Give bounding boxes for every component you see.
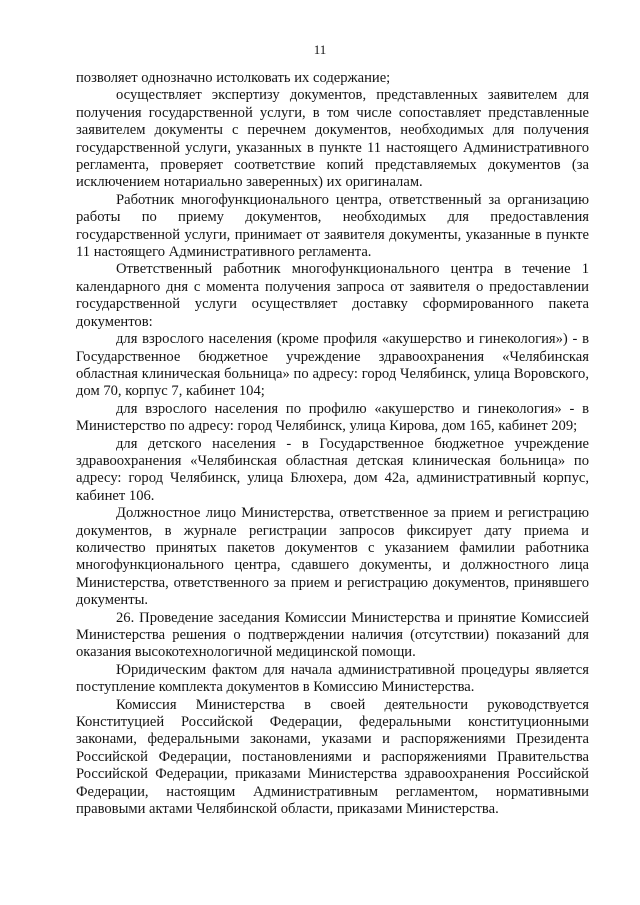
- paragraph-ministry-registration: Должностное лицо Министерства, ответственное за прием и регистрацию документов, в журнале регистрации запросов фиксирует дату приема и количество принятых пакетов документов с указанием фамилии работника многофункционального центра, сдавшего документы, и должностного лица Министерства, ответственного за прием и регистрацию документов, принявшего документы.: [76, 505, 589, 609]
- paragraph-adult-population: для взрослого населения (кроме профиля «акушерство и гинекология») - в Государственное бюджетное учреждение здравоохранения «Челябинская областная клиническая больница» по адресу: город Челябинск, улица Воровского, дом 70, корпус 7, кабинет 104;: [76, 331, 589, 400]
- page-number: 11: [313, 42, 327, 57]
- paragraph-legal-fact: Юридическим фактом для начала административной процедуры является поступление комплекта документов в Комиссию Министерства.: [76, 661, 589, 696]
- paragraph-child-population: для детского населения - в Государственное бюджетное учреждение здравоохранения «Челябинская областная детская клиническая больница» по адресу: город Челябинск, улица Блюхера, дом 42а, административный корпус, кабинет 106.: [76, 435, 589, 504]
- paragraph-section-26: 26. Проведение заседания Комиссии Министерства и принятие Комиссией Министерства решения о подтверждении наличия (отсутствии) показаний для оказания высокотехнологичной медицинской помощи.: [76, 609, 589, 661]
- paragraph-document-expertise: осуществляет экспертизу документов, представленных заявителем для получения государственной услуги, в том числе сопоставляет представленные заявителем документы с перечнем документов, необходимых для получения государственной услуги, указанных в пункте 11 настоящего Административного регламента, проверяет соответствие копий представляемых документов (за исключением нотариально заверенных) их оригиналам.: [76, 87, 589, 191]
- paragraph-mfc-worker-accepts: Работник многофункционального центра, ответственный за организацию работы по приему документов, необходимых для предоставления государственной услуги, принимает от заявителя документы, указанные в пункте 11 настоящего Административного регламента.: [76, 191, 589, 261]
- paragraph-continuation: позволяет однозначно истолковать их содержание;: [76, 70, 391, 86]
- paragraph-commission-guidance: Комиссия Министерства в своей деятельности руководствуется Конституцией Российской Федерации, федеральными конституционными законами, федеральными законами, указами и распоряжениями Президента Российской Федерации, постановлениями и распоряжениями Правительства Российской Федерации, приказами Министерства здравоохранения Российской Федерации, настоящим Административным регламентом, нормативными правовыми актами Челябинской области, приказами Министерства.: [76, 696, 589, 818]
- document-body: [76, 70, 589, 818]
- paragraph-delivery-deadline: Ответственный работник многофункционального центра в течение 1 календарного дня с момента получения запроса от заявителя о предоставлении государственной услуги осуществляет доставку сформированного пакета документов:: [76, 261, 589, 330]
- paragraph-obstetrics-gynecology: для взрослого населения по профилю «акушерство и гинекология» - в Министерство по адресу: город Челябинск, улица Кирова, дом 165, кабинет 209;: [76, 400, 589, 435]
